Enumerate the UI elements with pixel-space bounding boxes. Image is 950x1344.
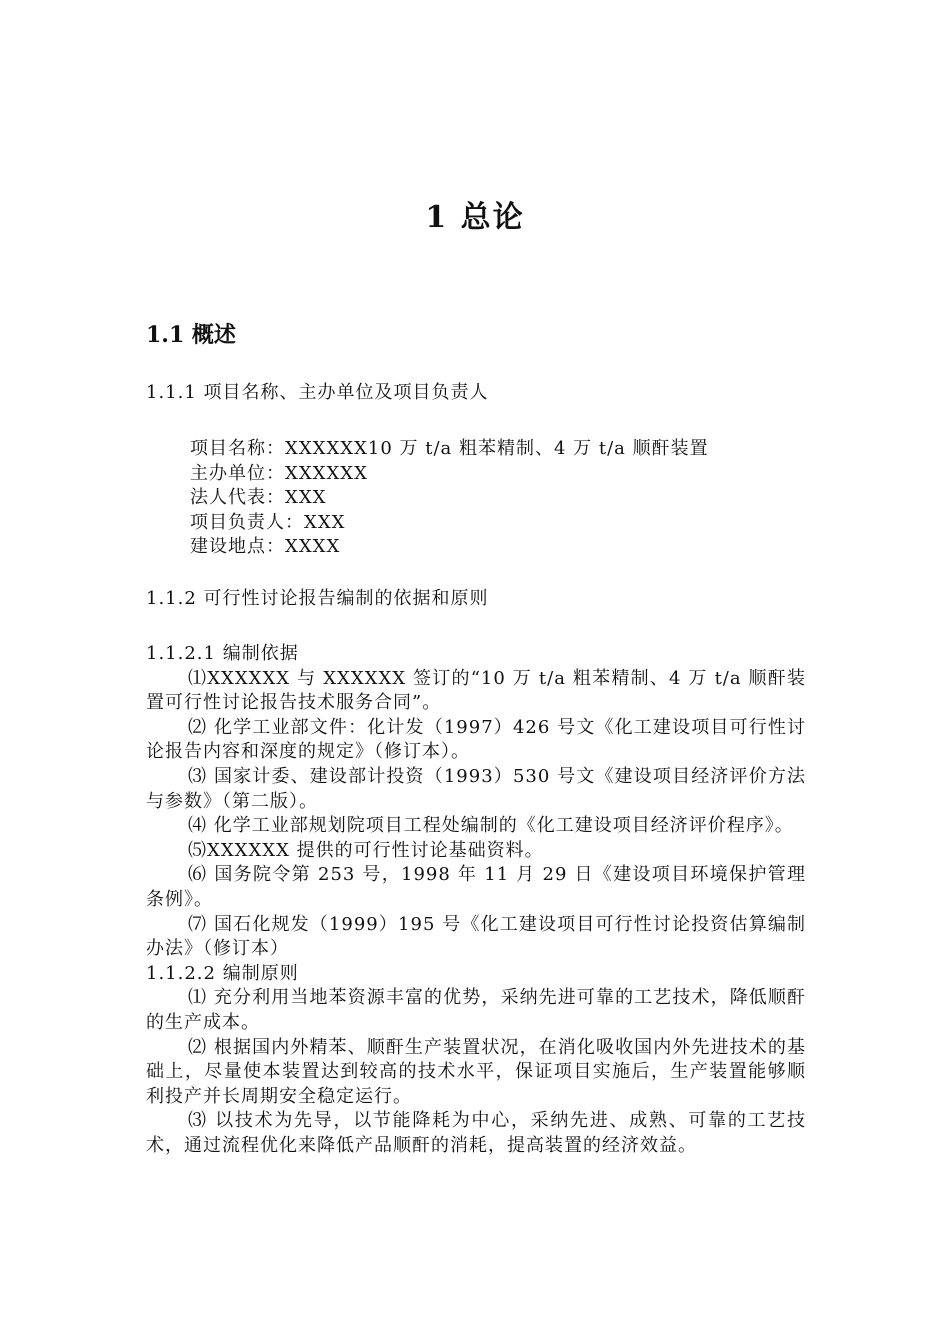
project-name-line: 项目名称：XXXXXX10 万 t/a 粗苯精制、4 万 t/a 顺酐装置 bbox=[190, 438, 709, 459]
section-heading-1-1-2: 1.1.2 可行性讨论报告编制的依据和原则 bbox=[146, 588, 489, 609]
chapter-title: 1 总论 bbox=[425, 200, 525, 235]
section-heading-1-1-1: 1.1.1 项目名称、主办单位及项目负责人 bbox=[146, 382, 489, 403]
legal-rep-line: 法人代表：XXX bbox=[190, 487, 327, 508]
basis-item-5: ⑸XXXXXX 提供的可行性讨论基础资料。 bbox=[188, 839, 544, 861]
basis-and-principles-block bbox=[146, 642, 806, 1158]
basis-item-2: ⑵ 化学工业部文件：化计发（1997）426 号文《化工建设项目可行性讨论报告内容和深度的规定》（修订本）。 bbox=[146, 716, 806, 763]
section-heading-1-1-2-1: 1.1.2.1 编制依据 bbox=[146, 643, 299, 664]
location-line: 建设地点：XXXX bbox=[190, 536, 341, 557]
basis-item-1: ⑴XXXXXX 与 XXXXXX 签订的“10 万 t/a 粗苯精制、4 万 t/a 顺酐装置可行性讨论报告技术服务合同”。 bbox=[146, 667, 806, 714]
principle-item-2: ⑵ 根据国内外精苯、顺酐生产装置状况，在消化吸收国内外先进技术的基础上，尽量使本装置达到较高的技术水平，保证项目实施后，生产装置能够顺利投产并长周期安全稳定运行。 bbox=[146, 1036, 806, 1107]
principle-item-1: ⑴ 充分利用当地苯资源丰富的优势，采纳先进可靠的工艺技术，降低顺酐的生产成本。 bbox=[146, 987, 806, 1033]
project-info-list bbox=[190, 437, 709, 560]
section-heading-1-1: 1.1 概述 bbox=[146, 322, 236, 348]
basis-item-7: ⑺ 国石化规发（1999）195 号《化工建设项目可行性讨论投资估算编制办法》（修订本） bbox=[146, 913, 806, 960]
project-lead-line: 项目负责人：XXX bbox=[190, 511, 346, 533]
basis-item-6: ⑹ 国务院令第 253 号，1998 年 11 月 29 日《建设项目环境保护管理条例》。 bbox=[146, 864, 806, 910]
principle-item-3: ⑶ 以技术为先导，以节能降耗为中心，采纳先进、成熟、可靠的工艺技术，通过流程优化来降低产品顺酐的消耗，提高装置的经济效益。 bbox=[146, 1110, 806, 1156]
basis-item-4: ⑷ 化学工业部规划院项目工程处编制的《化工建设项目经济评价程序》。 bbox=[188, 815, 794, 837]
basis-item-3: ⑶ 国家计委、建设部计投资（1993）530 号文《建设项目经济评价方法与参数》（第二版）。 bbox=[146, 765, 806, 812]
sponsor-line: 主办单位：XXXXXX bbox=[190, 462, 368, 484]
section-heading-1-1-2-2: 1.1.2.2 编制原则 bbox=[146, 962, 299, 984]
